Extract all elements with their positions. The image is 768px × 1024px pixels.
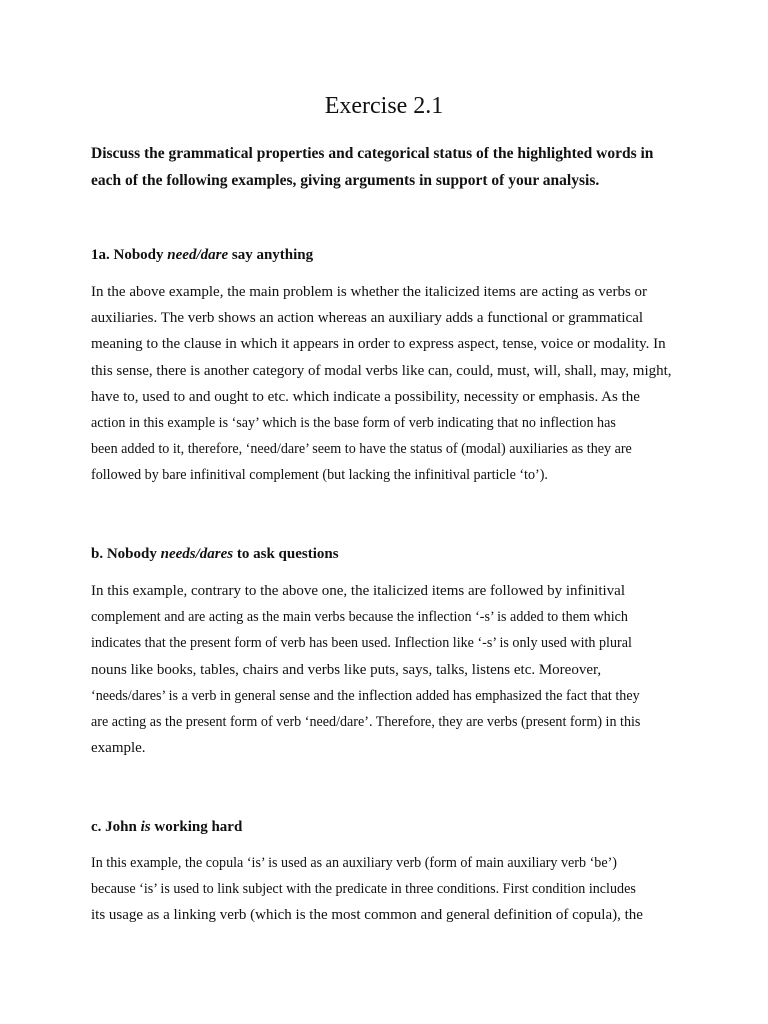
body-line-text: In this example, the copula ‘is’ is used as an auxiliary verb (form of main auxiliary verb ‘be’) [91, 855, 617, 871]
body-line-text: action in this example is ‘say’ which is the base form of verb indicating that no inflection has [91, 415, 616, 432]
section-body-1a [91, 279, 681, 489]
body-line [91, 850, 681, 876]
body-line: In the above example, the main problem is whether the italicized items are acting as verbs or [91, 284, 648, 300]
exercise-instructions [91, 141, 691, 194]
heading-suffix: say anything [228, 247, 314, 263]
page-title: Exercise 2.1 [324, 93, 444, 119]
body-line: nouns like books, tables, chairs and verbs like puts, says, talks, listens etc. Moreover, [91, 661, 602, 678]
body-line [91, 876, 681, 902]
section-heading-b [91, 543, 691, 565]
section-body-c [91, 850, 681, 929]
section-heading-c [91, 816, 691, 838]
body-line: its usage as a linking verb (which is the most common and general definition of copula), the [91, 907, 643, 924]
body-line: example. [91, 740, 146, 757]
instruction-line: Discuss the grammatical properties and categorical status of the highlighted words in [91, 145, 654, 162]
body-line [91, 709, 681, 735]
body-line-text: because ‘is’ is used to link subject with the predicate in three conditions. First condition includes [91, 881, 636, 898]
body-line: this sense, there is another category of modal verbs like can, could, must, will, shall, may, might, [91, 362, 672, 379]
body-line: have to, used to and ought to etc. which indicate a possibility, necessity or emphasis. As the [91, 388, 640, 405]
body-line [91, 604, 681, 630]
heading-prefix: 1a. Nobody [91, 247, 168, 263]
body-line: meaning to the clause in which it appears in order to express aspect, tense, voice or modality. In [91, 336, 666, 353]
body-line-text: ‘needs/dares’ is a verb in general sense and the inflection added has emphasized the fact that they [91, 687, 640, 704]
body-line: auxiliaries. The verb shows an action whereas an auxiliary adds a functional or grammatical [91, 310, 644, 327]
body-line [91, 630, 681, 656]
body-line-text: indicates that the present form of verb has been used. Inflection like ‘-s’ is only used with plural [91, 635, 632, 652]
body-line-text: followed by bare infinitival complement (but lacking the infinitival particle ‘to’). [91, 467, 548, 484]
heading-emphasis: need/dare [167, 247, 229, 263]
body-line [91, 436, 681, 462]
section-body-b [91, 578, 681, 761]
heading-suffix: to ask questions [233, 546, 339, 562]
instruction-line: each of the following examples, giving arguments in support of your analysis. [91, 171, 600, 189]
heading-prefix: b. Nobody [91, 546, 161, 562]
heading-prefix: c. John [91, 819, 141, 835]
section-heading-1a [91, 244, 691, 266]
body-line [91, 410, 681, 436]
body-line: In this example, contrary to the above one, the italicized items are followed by infinitival [91, 583, 625, 599]
body-line [91, 683, 681, 709]
heading-emphasis: needs/dares [160, 546, 234, 562]
body-line [91, 462, 681, 488]
heading-suffix: working hard [150, 819, 243, 835]
body-line-text: been added to it, therefore, ‘need/dare’ seem to have the status of (modal) auxiliaries as they are [91, 441, 632, 458]
body-line-text: complement and are acting as the main verbs because the inflection ‘-s’ is added to them which [91, 609, 628, 626]
heading-emphasis: is [140, 819, 151, 835]
body-line-text: are acting as the present form of verb ‘need/dare’. Therefore, they are verbs (present form) in this [91, 714, 641, 731]
